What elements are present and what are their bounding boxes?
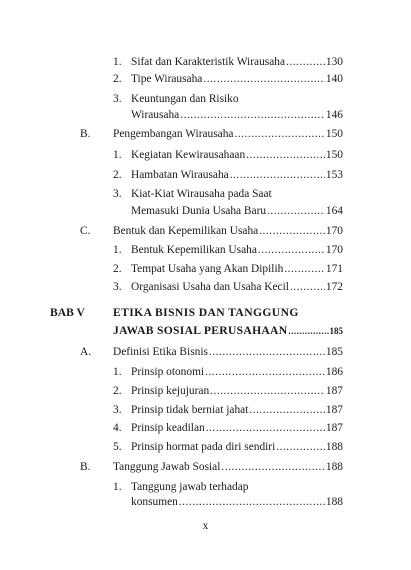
toc-dot-leader xyxy=(290,280,325,294)
toc-item-title: Prinsip hormat pada diri sendiri xyxy=(131,441,276,453)
toc-item-title: Tanggung Jawab Sosial xyxy=(113,461,221,473)
toc-dot-leader xyxy=(259,224,325,238)
toc-item[interactable] xyxy=(113,460,343,474)
toc-dot-leader xyxy=(246,148,325,162)
toc-item-number: 3. xyxy=(113,281,122,293)
toc-item-number: 1. xyxy=(113,481,122,493)
toc-item-title: Pengembangan Wirausaha xyxy=(113,128,234,140)
toc-item-title: Kegiatan Kewirausahaan xyxy=(131,149,246,161)
toc-item-title: Sifat dan Karakteristik Wirausaha xyxy=(131,56,286,68)
toc-dot-leader xyxy=(286,55,325,69)
toc-item[interactable] xyxy=(131,108,343,122)
toc-item[interactable] xyxy=(113,345,343,359)
toc-section-letter: B. xyxy=(80,128,91,140)
page-number: x xyxy=(202,520,209,532)
toc-item-title: Definisi Etika Bisnis xyxy=(113,346,208,358)
toc-item-title[interactable]: Tanggung jawab terhadap xyxy=(131,481,249,493)
toc-dot-leader xyxy=(180,108,325,122)
toc-item-page: 170 xyxy=(325,244,343,256)
toc-dot-leader xyxy=(276,440,325,454)
toc-dot-leader xyxy=(221,460,325,474)
toc-item-page: 188 xyxy=(325,496,343,508)
toc-item[interactable] xyxy=(131,262,343,276)
toc-item-page: 187 xyxy=(325,385,343,397)
toc-dot-leader xyxy=(205,365,325,379)
toc-item-title: Prinsip keadilan xyxy=(131,422,205,434)
toc-item[interactable] xyxy=(113,224,343,238)
toc-item-page: 146 xyxy=(325,109,343,121)
toc-dot-leader xyxy=(288,324,328,338)
toc-item-title-cont: konsumen xyxy=(131,496,178,508)
toc-item-page: 153 xyxy=(325,169,343,181)
toc-item[interactable] xyxy=(131,280,343,294)
toc-dot-leader xyxy=(203,72,325,86)
toc-item-title[interactable]: Keuntungan dan Risiko xyxy=(131,93,239,105)
toc-dot-leader xyxy=(210,384,325,398)
toc-item-page: 187 xyxy=(325,422,343,434)
toc-item-page: 186 xyxy=(325,366,343,378)
toc-dot-leader xyxy=(230,168,325,182)
toc-item[interactable] xyxy=(131,403,343,417)
toc-item[interactable] xyxy=(113,127,343,141)
toc-item-page: 164 xyxy=(325,205,343,217)
toc-item-number: 1. xyxy=(113,244,122,256)
toc-item[interactable] xyxy=(131,204,343,218)
toc-item-page: 188 xyxy=(325,461,343,473)
toc-chapter-item[interactable] xyxy=(113,324,343,338)
toc-item[interactable] xyxy=(131,440,343,454)
toc-item-number: 3. xyxy=(113,188,122,200)
toc-item-title: Bentuk dan Kepemilikan Usaha xyxy=(113,225,259,237)
toc-item-page: 150 xyxy=(325,149,343,161)
toc-item-page: 130 xyxy=(325,56,343,68)
toc-item[interactable] xyxy=(131,384,343,398)
toc-item-title[interactable]: Kiat-Kiat Wirausaha pada Saat xyxy=(131,188,272,200)
toc-item-page: 150 xyxy=(325,128,343,140)
toc-dot-leader xyxy=(249,403,325,417)
toc-item-page: 188 xyxy=(325,441,343,453)
toc-item-title-cont: Memasuki Dunia Usaha Baru xyxy=(131,205,267,217)
toc-item-title: Hambatan Wirausaha xyxy=(131,169,229,181)
toc-item[interactable] xyxy=(131,365,343,379)
toc-item-number: 4. xyxy=(113,422,122,434)
toc-item-title: Organisasi Usaha dan Usaha Kecil xyxy=(131,281,289,293)
chapter-label: BAB V xyxy=(50,306,85,319)
toc-dot-leader xyxy=(179,495,325,509)
toc-dot-leader xyxy=(284,262,325,276)
toc-item-number: 2. xyxy=(113,263,122,275)
toc-item[interactable] xyxy=(131,243,343,257)
toc-item-page: 171 xyxy=(325,263,343,275)
toc-item-number: 1. xyxy=(113,149,122,161)
toc-item-number: 3. xyxy=(113,404,122,416)
toc-item-number: 2. xyxy=(113,169,122,181)
toc-dot-leader xyxy=(267,204,325,218)
toc-item[interactable] xyxy=(131,421,343,435)
chapter-title-cont: JAWAB SOSIAL PERUSAHAAN xyxy=(113,324,288,337)
toc-item-page: 172 xyxy=(325,281,343,293)
toc-item[interactable] xyxy=(131,495,343,509)
toc-item[interactable] xyxy=(131,72,343,86)
toc-dot-leader xyxy=(209,345,325,359)
toc-item-page: 140 xyxy=(325,73,343,85)
toc-item-title: Bentuk Kepemilikan Usaha xyxy=(131,244,257,256)
toc-item[interactable] xyxy=(131,55,343,69)
toc-item-number: 1. xyxy=(113,366,122,378)
toc-item-title-cont: Wirausaha xyxy=(131,109,180,121)
toc-item-page: 187 xyxy=(325,404,343,416)
toc-item-number: 2. xyxy=(113,385,122,397)
toc-section-letter: A. xyxy=(80,346,92,358)
toc-section-letter: C. xyxy=(80,225,91,237)
toc-section-letter: B. xyxy=(80,461,91,473)
toc-item[interactable] xyxy=(131,148,343,162)
toc-item-number: 1. xyxy=(113,56,122,68)
toc-dot-leader xyxy=(258,243,325,257)
toc-item-page: 185 xyxy=(329,326,343,336)
toc-item-number: 3. xyxy=(113,93,122,105)
toc-item-title: Tempat Usaha yang Akan Dipilih xyxy=(131,263,284,275)
toc-item-title: Prinsip otonomi xyxy=(131,366,205,378)
toc-item-title: Prinsip kejujuran xyxy=(131,385,210,397)
toc-dot-leader xyxy=(206,421,325,435)
toc-item-page: 170 xyxy=(325,225,343,237)
toc-dot-leader xyxy=(234,127,324,141)
chapter-title[interactable]: ETIKA BISNIS DAN TANGGUNG xyxy=(113,306,299,319)
toc-item-page: 185 xyxy=(325,346,343,358)
toc-item[interactable] xyxy=(131,168,343,182)
toc-item-number: 2. xyxy=(113,73,122,85)
toc-item-title: Prinsip tidak berniat jahat xyxy=(131,404,249,416)
toc-item-title: Tipe Wirausaha xyxy=(131,73,203,85)
toc-item-number: 5. xyxy=(113,441,122,453)
